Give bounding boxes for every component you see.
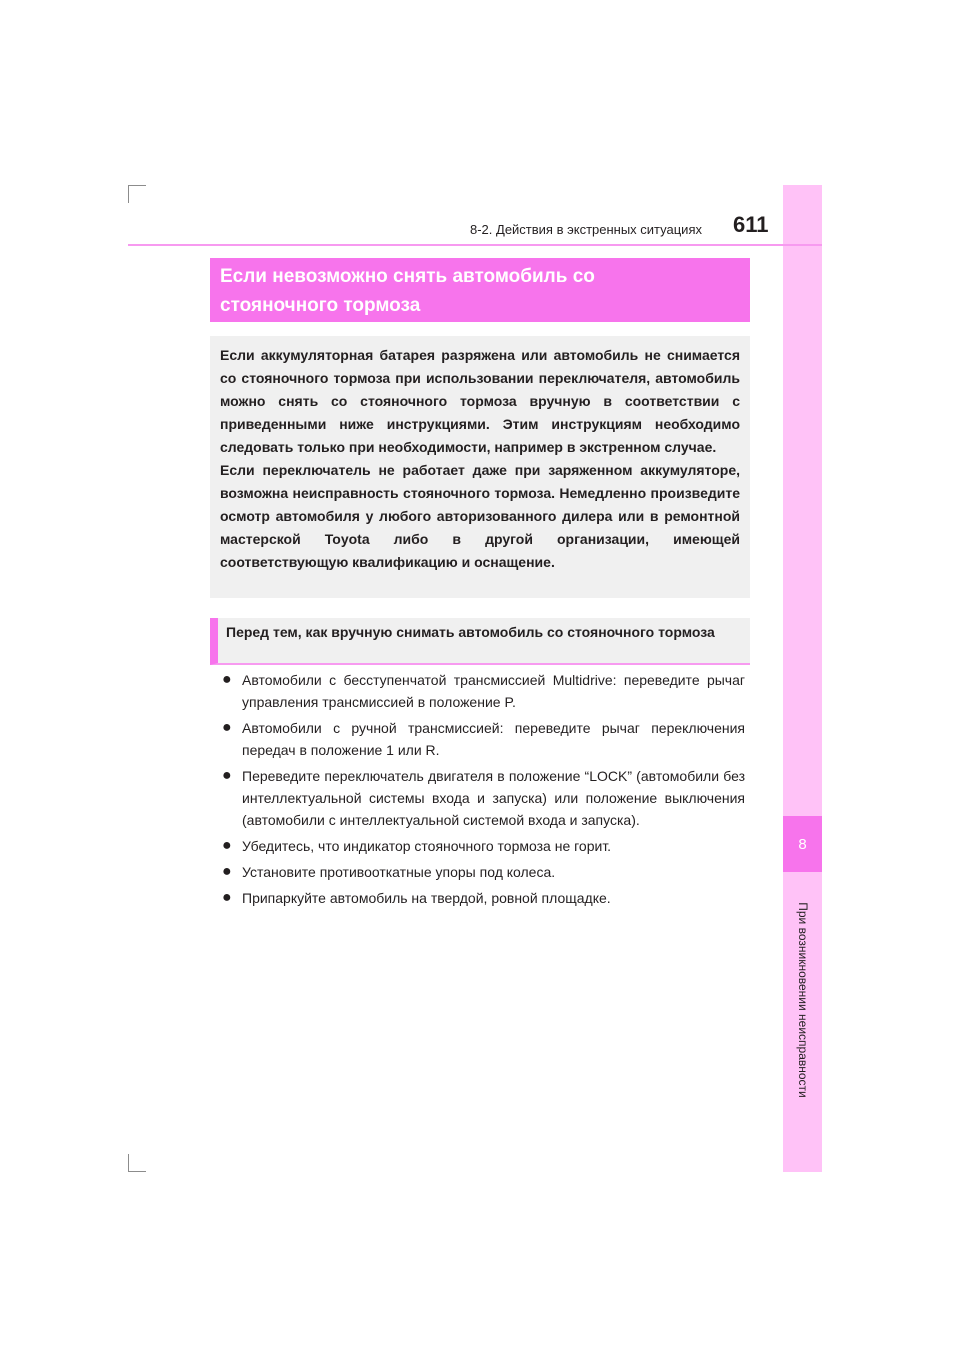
bullet-icon: ● [222,889,232,906]
section-title-line-2: стояночного тормоза [220,295,421,316]
intro-paragraph-1: Если аккумуляторная батарея разряжена или автомобиль не снимается со стояночного тормоза при использовании переключателя, автомобиль можно снять со стояночного тормоза вручную в соответствии с приведенными ниже инструкциями. Этим инструкциям необходимо следовать только при необходимости, например в экстренном случае. [220,347,740,455]
intro-paragraph-2: Если переключатель не работает даже при заряженном аккумуляторе, возможна неисправность стояночного тормоза. Немедленно произведите осмотр автомобиля у любого авторизованного дилера или в ремонтной мастерской Toyota либо в другой организации, имеющей соответствующую квалификацию и оснащение. [220,462,740,570]
list-item [222,835,745,857]
subheading: Перед тем, как вручную снимать автомобиль со стояночного тормоза [210,618,750,665]
bullet-icon: ● [222,837,232,854]
running-head: 8-2. Действия в экстренных ситуациях [470,222,702,237]
list-item-text: Переведите переключатель двигателя в положение “LOCK” (автомобили без интеллектуальной системы входа и запуска) или положение выключения (автомобили с интеллектуальной системой входа и запуска). [242,768,745,828]
list-item [222,765,745,831]
list-item-text: Припаркуйте автомобиль на твердой, ровной площадке. [242,890,611,906]
crop-mark-top-horizontal [128,185,146,186]
list-item [222,717,745,761]
list-item [222,887,745,909]
intro-box [210,336,750,598]
chapter-title-vertical [783,880,822,1120]
bullet-icon: ● [222,863,232,880]
list-item-text: Установите противооткатные упоры под колеса. [242,864,556,880]
crop-mark-bottom-vertical [128,1154,129,1172]
chapter-number: 8 [798,835,807,853]
section-title [210,258,750,322]
bullet-icon: ● [222,671,232,688]
instruction-list [222,669,745,913]
bullet-icon: ● [222,719,232,736]
crop-mark-bottom-horizontal [128,1171,146,1172]
header-rule [128,244,822,246]
list-item [222,669,745,713]
list-item [222,861,745,883]
list-item-text: Автомобили с ручной трансмиссией: переведите рычаг переключения передач в положение 1 или R. [242,720,745,758]
chapter-number-badge [783,816,822,872]
list-item-text: Убедитесь, что индикатор стояночного тормоза не горит. [242,838,612,854]
page-number: 611 [733,212,769,237]
list-item-text: Автомобили с бесступенчатой трансмиссией Multidrive: переведите рычаг управления трансмиссией в положение P. [242,672,745,710]
chapter-title: При возникновении неисправности [795,902,810,1098]
section-title-line-1: Если невозможно снять автомобиль со [220,266,595,287]
bullet-icon: ● [222,767,232,784]
crop-mark-top-vertical [128,185,129,203]
